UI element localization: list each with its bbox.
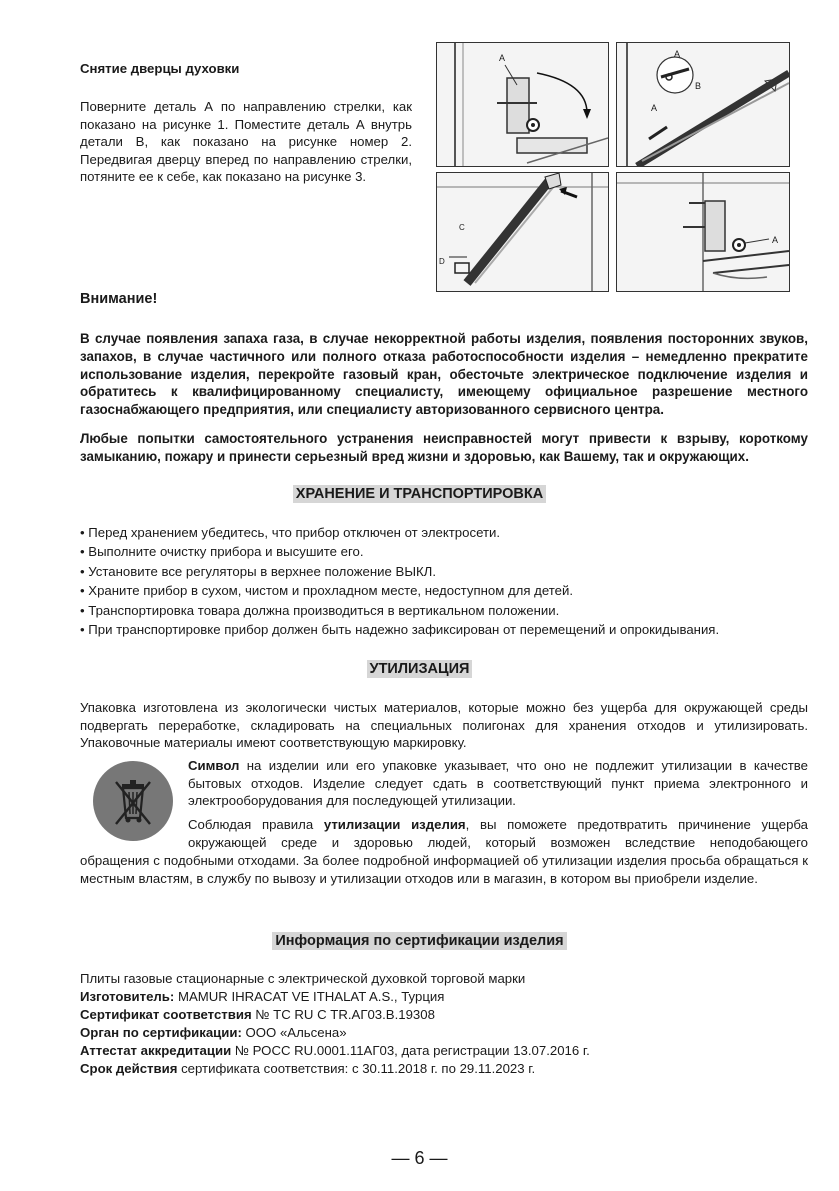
figure-label-d: D [439, 257, 445, 266]
figure-label-a: A [499, 53, 506, 63]
list-item: • При транспортировке прибор должен быть надежно зафиксирован от перемещений и опрокидывания. [80, 622, 720, 638]
certificate-line: Сертификат соответствия № ТС RU С TR.АГ03.В.19308 [80, 1007, 435, 1022]
figure-label-b: B [695, 81, 702, 91]
figure-label-a: A [651, 103, 658, 113]
door-removal-title: Снятие дверцы духовки [80, 61, 240, 76]
list-item: • Храните прибор в сухом, чистом и прохладном месте, недоступном для детей. [80, 583, 573, 599]
figure-label-c: C [459, 223, 465, 232]
accreditation-line: Аттестат аккредитации № РОСС RU.0001.11АГ03, дата регистрации 13.07.2016 г. [80, 1043, 590, 1058]
page-number: — 6 — [391, 1148, 448, 1168]
figure-label-a: A [674, 49, 681, 59]
certification-block [80, 970, 810, 1078]
disposal-rules-line-2: окружающей среде и здоровью людей, который возможен вследствие неподобающего [188, 835, 808, 850]
rules-bold: утилизации изделия [323, 817, 466, 832]
product-line: Плиты газовые стационарные с электрической духовкой торговой марки [80, 971, 526, 986]
figure-1-door-hinge [436, 42, 609, 167]
disposal-symbol-text [188, 757, 808, 810]
attention-text [80, 330, 808, 419]
storage-heading: ХРАНЕНИЕ И ТРАНСПОРТИРОВКА [0, 485, 839, 503]
certification-body-line: Орган по сертификации: ООО «Альсена» [80, 1025, 347, 1040]
list-item: • Выполните очистку прибора и высушите его. [80, 544, 364, 560]
attention-paragraph-1: В случае появления запаха газа, в случае некорректной работы изделия, появления посторонних звуков, запахов, в случае частичного или полного отказа работоспособности изделия – немедленно прекратите использование изделия, перекройте газовый кран, обесточьте электрическое подключение изделия и обратитесь к квалифицированному специалисту, имеющему официальное разрешение местного газоснабжающего предприятия, или специалисту авторизованного сервисного центра. [80, 331, 808, 418]
disposal-heading: УТИЛИЗАЦИЯ [0, 660, 839, 678]
disposal-packaging-text: Упаковка изготовлена из экологически чистых материалов, которые можно без ущерба для окружающей среды подвергать переработке, складировать на специальных полигонах для хранения отходов и утилизировать. Упаковочные материалы имеют соответствующую маркировку. [80, 700, 808, 751]
disposal-rules-rest: обращения с подобными отходами. За более подробной информацией об утилизации изделия просьба обращаться к местным властям, в службу по вывозу и утилизации отходов или в магазин, в котором вы приобрели изделие. [80, 853, 808, 886]
figure-4-door-reinstall [616, 172, 790, 292]
weee-recycle-bin-icon [92, 760, 174, 842]
validity-line: Срок действия сертификата соответствия: с 30.11.2018 г. по 29.11.2023 г. [80, 1061, 536, 1076]
attention-text-2: Любые попытки самостоятельного устранения неисправностей могут привести к взрыву, короткому замыканию, пожару и принести серьезный вред жизни и здоровью, как Вашему, так и окружающих. [80, 431, 808, 464]
manufacturer-line: Изготовитель: MAMUR IHRACAT VE ITHALAT A.S., Турция [80, 989, 445, 1004]
symbol-text: на изделии или его упаковке указывает, что оно не подлежит утилизации в качестве бытовых отходов. Изделие следует сдать в соответствующий пункт приема электронного и электрооборудования для последующей утилизации. [188, 758, 808, 809]
list-item: • Установите все регуляторы в верхнее положение ВЫКЛ. [80, 563, 436, 579]
figure-label-a: A [772, 235, 779, 245]
attention-title: Внимание! [80, 291, 158, 307]
list-item: • Перед хранением убедитесь, что прибор отключен от электросети. [80, 525, 501, 540]
door-removal-text: Поверните деталь А по направлению стрелки, как показано на рисунке 1. Поместите деталь А внутрь детали В, как показано на рисунке номер 2. Передвигая дверцу вперед по направлению стрелки, потяните ее к себе, как показано на рисунке 3. [80, 99, 412, 185]
list-item: • Транспортировка товара должна производиться в вертикальном положении. [80, 602, 560, 618]
symbol-bold: Символ [188, 758, 240, 773]
figure-2-door-lever [616, 42, 790, 167]
figure-3-door-pull [436, 172, 609, 292]
certification-heading: Информация по сертификации изделия [0, 932, 839, 950]
storage-list [80, 523, 810, 639]
disposal-rules-line-1: Соблюдая правила утилизации изделия, вы поможете предотвратить причинение ущерба [188, 817, 808, 832]
